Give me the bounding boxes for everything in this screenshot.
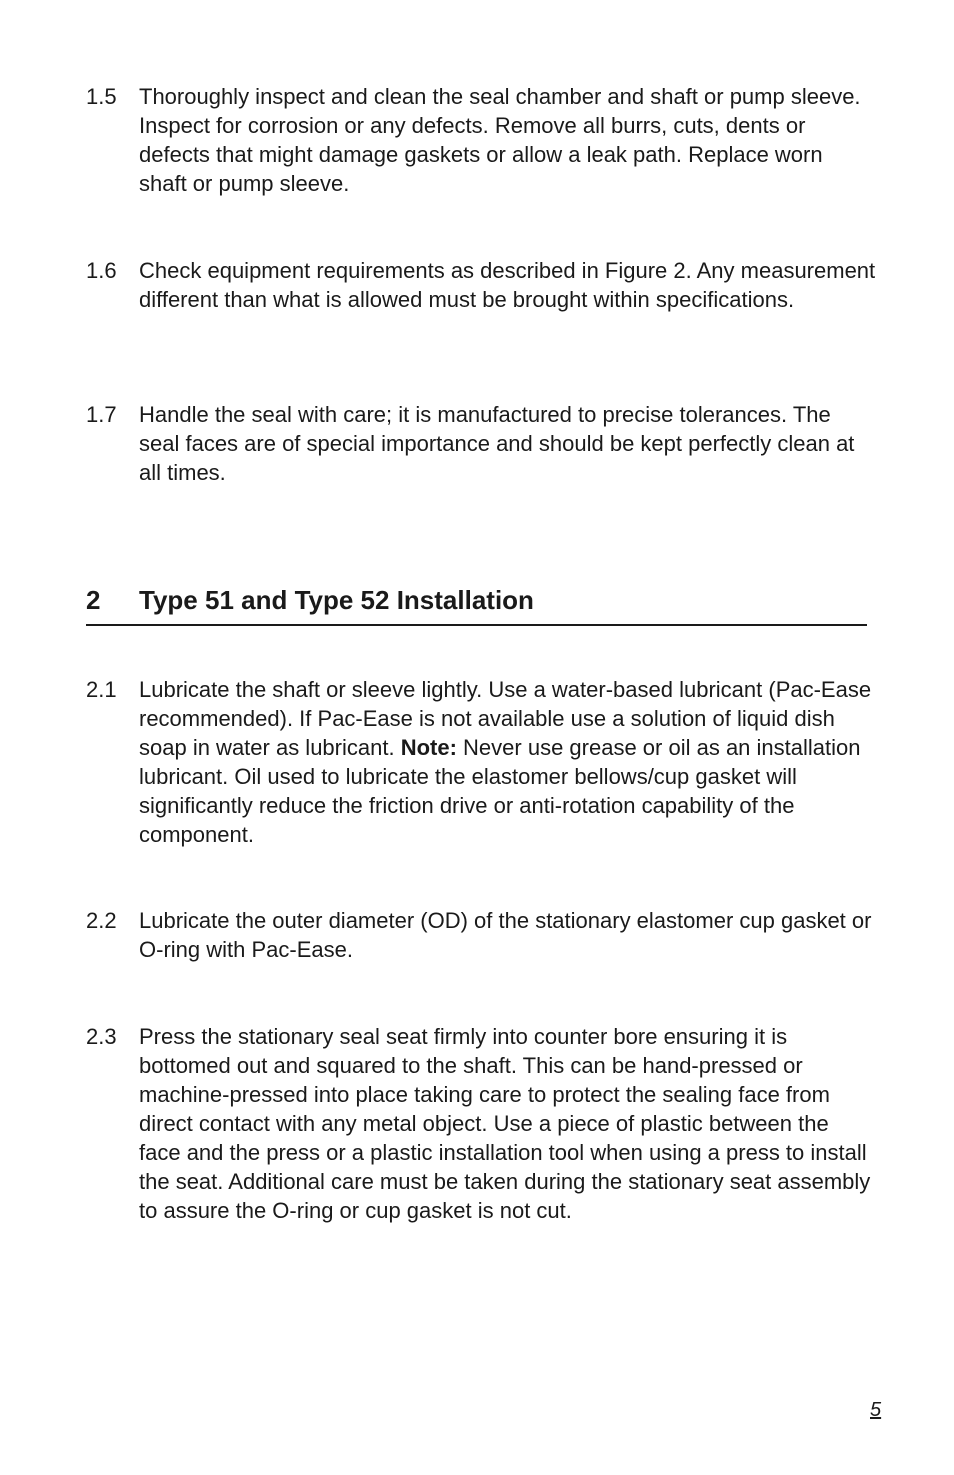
note-label: Note: (400, 735, 457, 760)
paragraph-1-5 (86, 82, 876, 198)
paragraph-text: Thoroughly inspect and clean the seal chamber and shaft or pump sleeve. Inspect for corrosion or any defects. Remove all burrs, cuts, dents or defects that might damage gaskets or allow a leak path. Replace worn shaft or pump sleeve. (139, 84, 861, 196)
paragraph-number: 2.1 (86, 677, 117, 702)
section-number: 2 (86, 585, 101, 615)
paragraph-text-part-a: Lubricate the shaft or sleeve lightly. Use a water-based lubricant (Pac-Ease recommended). If Pac-Ease is not available use a solution of liquid dish soap in water as lubricant. (139, 677, 872, 760)
paragraph-number: 2.3 (86, 1024, 117, 1049)
section-title: Type 51 and Type 52 Installation (139, 585, 534, 615)
paragraph-number: 2.2 (86, 908, 117, 933)
paragraph-text-part-b: Never use grease or oil as an installation lubricant. Oil used to lubricate the elastomer bellows/cup gasket will significantly reduce the friction drive or anti-rotation capability of the component. (139, 735, 861, 847)
paragraph-number: 1.5 (86, 84, 117, 109)
paragraph-2-3 (86, 1022, 876, 1225)
paragraph-number: 1.6 (86, 258, 117, 283)
paragraph-text: Check equipment requirements as described in Figure 2. Any measurement different than what is allowed must be brought within specifications. (139, 258, 876, 312)
paragraph-text (139, 675, 876, 849)
paragraph-2-2 (86, 906, 876, 964)
paragraph-text: Handle the seal with care; it is manufactured to precise tolerances. The seal faces are of special importance and should be kept perfectly clean at all times. (139, 402, 855, 485)
paragraph-1-7 (86, 400, 876, 487)
paragraph-text: Lubricate the outer diameter (OD) of the stationary elastomer cup gasket or O-ring with Pac-Ease. (139, 908, 872, 962)
section-heading (86, 582, 867, 626)
paragraph-1-6 (86, 256, 876, 314)
paragraph-text: Press the stationary seal seat firmly into counter bore ensuring it is bottomed out and squared to the shaft. This can be hand-pressed or machine-pressed into place taking care to protect the sealing face from direct contact with any metal object. Use a piece of plastic between the face and the press or a plastic installation tool when using a press to install the seat. Additional care must be taken during the stationary seat assembly to assure the O-ring or cup gasket is not cut. (139, 1024, 871, 1223)
page-number: 5 (870, 1399, 882, 1421)
paragraph-number: 1.7 (86, 402, 117, 427)
paragraph-2-1 (86, 675, 876, 849)
